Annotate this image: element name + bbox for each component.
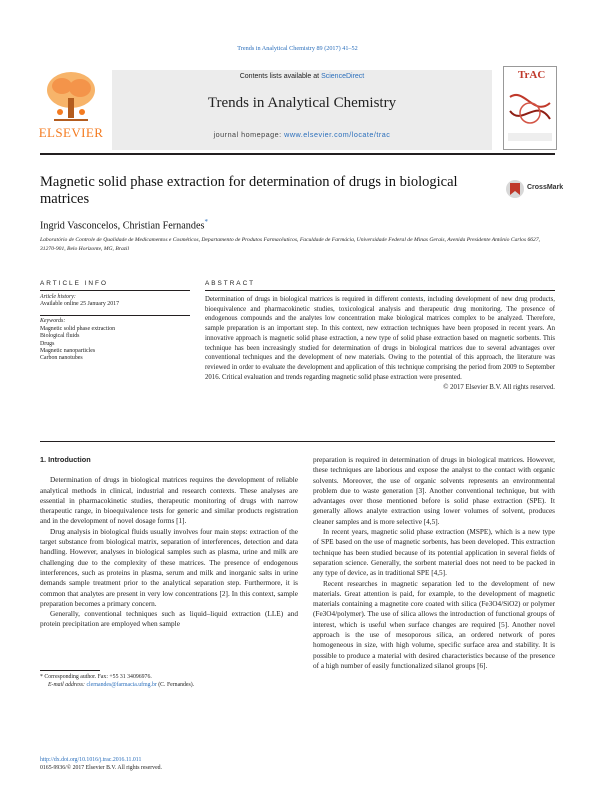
header-rule [40,153,555,155]
body-paragraph: Generally, conventional techniques such as liquid–liquid extraction (LLE) and protein precipitation are employed when sample [40,610,298,629]
sciencedirect-link[interactable]: ScienceDirect [321,73,365,80]
abstract-text: Determination of drugs in biological matrices is required in different contexts, including development of new drug products, bioequivalence and pharmacokinetic studies, toxicological analysis and therapeutic drug monitoring. The presence of endogenous compounds and the analytes low concentration make biological matrices complex to be analyzed. Therefore, sample preparation is an important step. In this context, new extraction techniques have been proposed in recent years. An innovative approach is magnetic solid phase extraction, a new type of solid phase extraction based on magnetic sorbents. This technique has been increasingly studied for determination of drugs in biological matrices due to several advantages over conventional techniques and the development of new materials. Owing to the potential of this approach, the literature was reviewed in order to evaluate the development and application of this technique comprising the period from 2009 to September 2016. Critical evaluation and trends regarding magnetic solid phase extraction were presented. [205,296,555,381]
body-right-column [313,455,555,671]
body-paragraph: Recent researches in magnetic separation led to the development of new materials. Great attention is paid, for example, to the development of magnetic materials containing a magnetite core coated with silica (Fe3O4/SiO2) or polymer (Fe3O4/polymer). The use of silica allows the introduction of functional groups of interest, which is useful when surface changes are required [5]. Another novel approach is the use of mesoporous silica, an ordered network of pores homogeneous in size, with high volume, specific surface area and stability. It is possible to produce a material with desired characteristics because of the presence of a high number of easily functionalized silanol groups [6]. [313,579,555,670]
body-paragraph: Determination of drugs in biological matrices requires the development of reliable analytical methods in clinical, industrial and research contexts. These analyses are essential in pharmacokinetic studies, therapeutic monitoring of drugs with narrow therapeutic range, in bioequivalence tests for generic and similar products registration and in the development of novel dosage forms [1]. [40,476,298,526]
journal-cover-thumbnail[interactable] [503,66,557,150]
contents-prefix: Contents lists available at [239,73,322,80]
abstract-heading: ABSTRACT [205,280,256,287]
info-divider [40,315,190,316]
corresponding-author-note: * Corresponding author. Fax: +55 31 34096976. [40,674,152,680]
history-label: Article history: [40,294,76,300]
authors [40,218,208,231]
abstract [205,295,555,393]
elsevier-wordmark: ELSEVIER [38,125,104,140]
keyword-item: Magnetic solid phase extraction [40,325,116,332]
homepage-link[interactable]: www.elsevier.com/locate/trac [284,130,391,139]
body-paragraph: Drug analysis in biological fluids usually involves four main steps: extraction of the target substance from biological matrix, separation of interferences, detection and data handling. However, analyses in biological samples such as plasma, urine and milk are challenging due to the complexity of these matrices. The presence of endogenous interferences, such as proteins in plasma, serum and milk and inorganic salts in urine demands sample treatment prior to the analytical separation step. Furthermore, it is common that analytes are present in very low concentrations [2]. In this context, sample preparation becomes a primary concern. [40,527,298,608]
keyword-item: Magnetic nanoparticles [40,348,96,355]
body-paragraph: In recent years, magnetic solid phase extraction (MSPE), which is a new type of SPE based on the use of magnetic sorbents, has been developed. This extraction technique has been studied because of its potential application in several fields of separation science. Generally, the sorbent material does not need to be packed in any type of device, as in traditional SPE [4,5]. [313,528,555,578]
keyword-item: Drugs [40,340,55,347]
article-info-heading: ARTICLE INFO [40,280,108,287]
article-title: Magnetic solid phase extraction for determination of drugs in biological matrices [40,174,458,207]
issn-line: 0165-9936/© 2017 Elsevier B.V. All rights reserved. [40,765,162,772]
history-value: Available online 25 January 2017 [40,301,120,308]
elsevier-tree-logo [40,68,102,130]
doi-block [40,756,300,772]
abstract-rule [205,290,555,291]
keywords-label: Keywords: [40,318,66,325]
homepage-prefix: journal homepage: [213,130,285,139]
crossmark-icon [505,179,525,199]
crossmark-label: CrossMark [527,184,564,191]
journal-reference[interactable]: Trends in Analytical Chemistry 89 (2017) 41–52 [237,45,358,52]
email-suffix: (C. Fernandes). [156,682,195,688]
abstract-copyright: © 2017 Elsevier B.V. All rights reserved. [443,384,555,392]
article-info [40,294,190,363]
author-names: Ingrid Vasconcelos, Christian Fernandes [40,220,205,232]
body-left-column [40,455,298,630]
keyword-item: Biological fluids [40,333,80,340]
footnote-rule [40,670,100,671]
cover-abbrev: TrAC [518,69,546,81]
corresponding-author-mark[interactable]: * [204,218,208,226]
crossmark-badge[interactable] [505,179,565,199]
doi-link[interactable]: http://dx.doi.org/10.1016/j.trac.2016.11.011 [40,757,142,763]
email-link[interactable]: clernandes@farmacia.ufmg.br [86,682,157,688]
keyword-item: Carbon nanotubes [40,355,83,362]
article-info-rule [40,290,190,291]
abstract-bottom-rule [40,441,555,442]
footnote [40,673,300,689]
contents-line [112,73,492,80]
journal-homepage [112,130,492,139]
email-label: E-mail address: [48,682,87,688]
section-title: 1. Introduction [40,455,91,464]
affiliation: Laboratório de Controle de Qualidade de Medicamentos e Cosméticos, Departamento de Produtos Farmacêuticos, Faculdade de Farmácia, Universidade Federal de Minas Gerais, Avenida Presidente Antônio Carlos 6627, 31270-901, Belo Horizonte, MG, Brazil [40,237,541,252]
journal-title: Trends in Analytical Chemistry [207,95,397,111]
body-paragraph: preparation is required in determination of drugs in biological matrices. However, these techniques are laborious and expose the analyst to the contact with organic solvents. Moreover, the use of organic solvents represents an environmental problem due to waste generation [3]. Another conventional technique, but with advantages over those mentioned before is solid phase extraction (SPE). It generally allows analyte extraction using lower volumes of solvent, produces cleaner samples and is more selective [4,5]. [313,456,555,526]
